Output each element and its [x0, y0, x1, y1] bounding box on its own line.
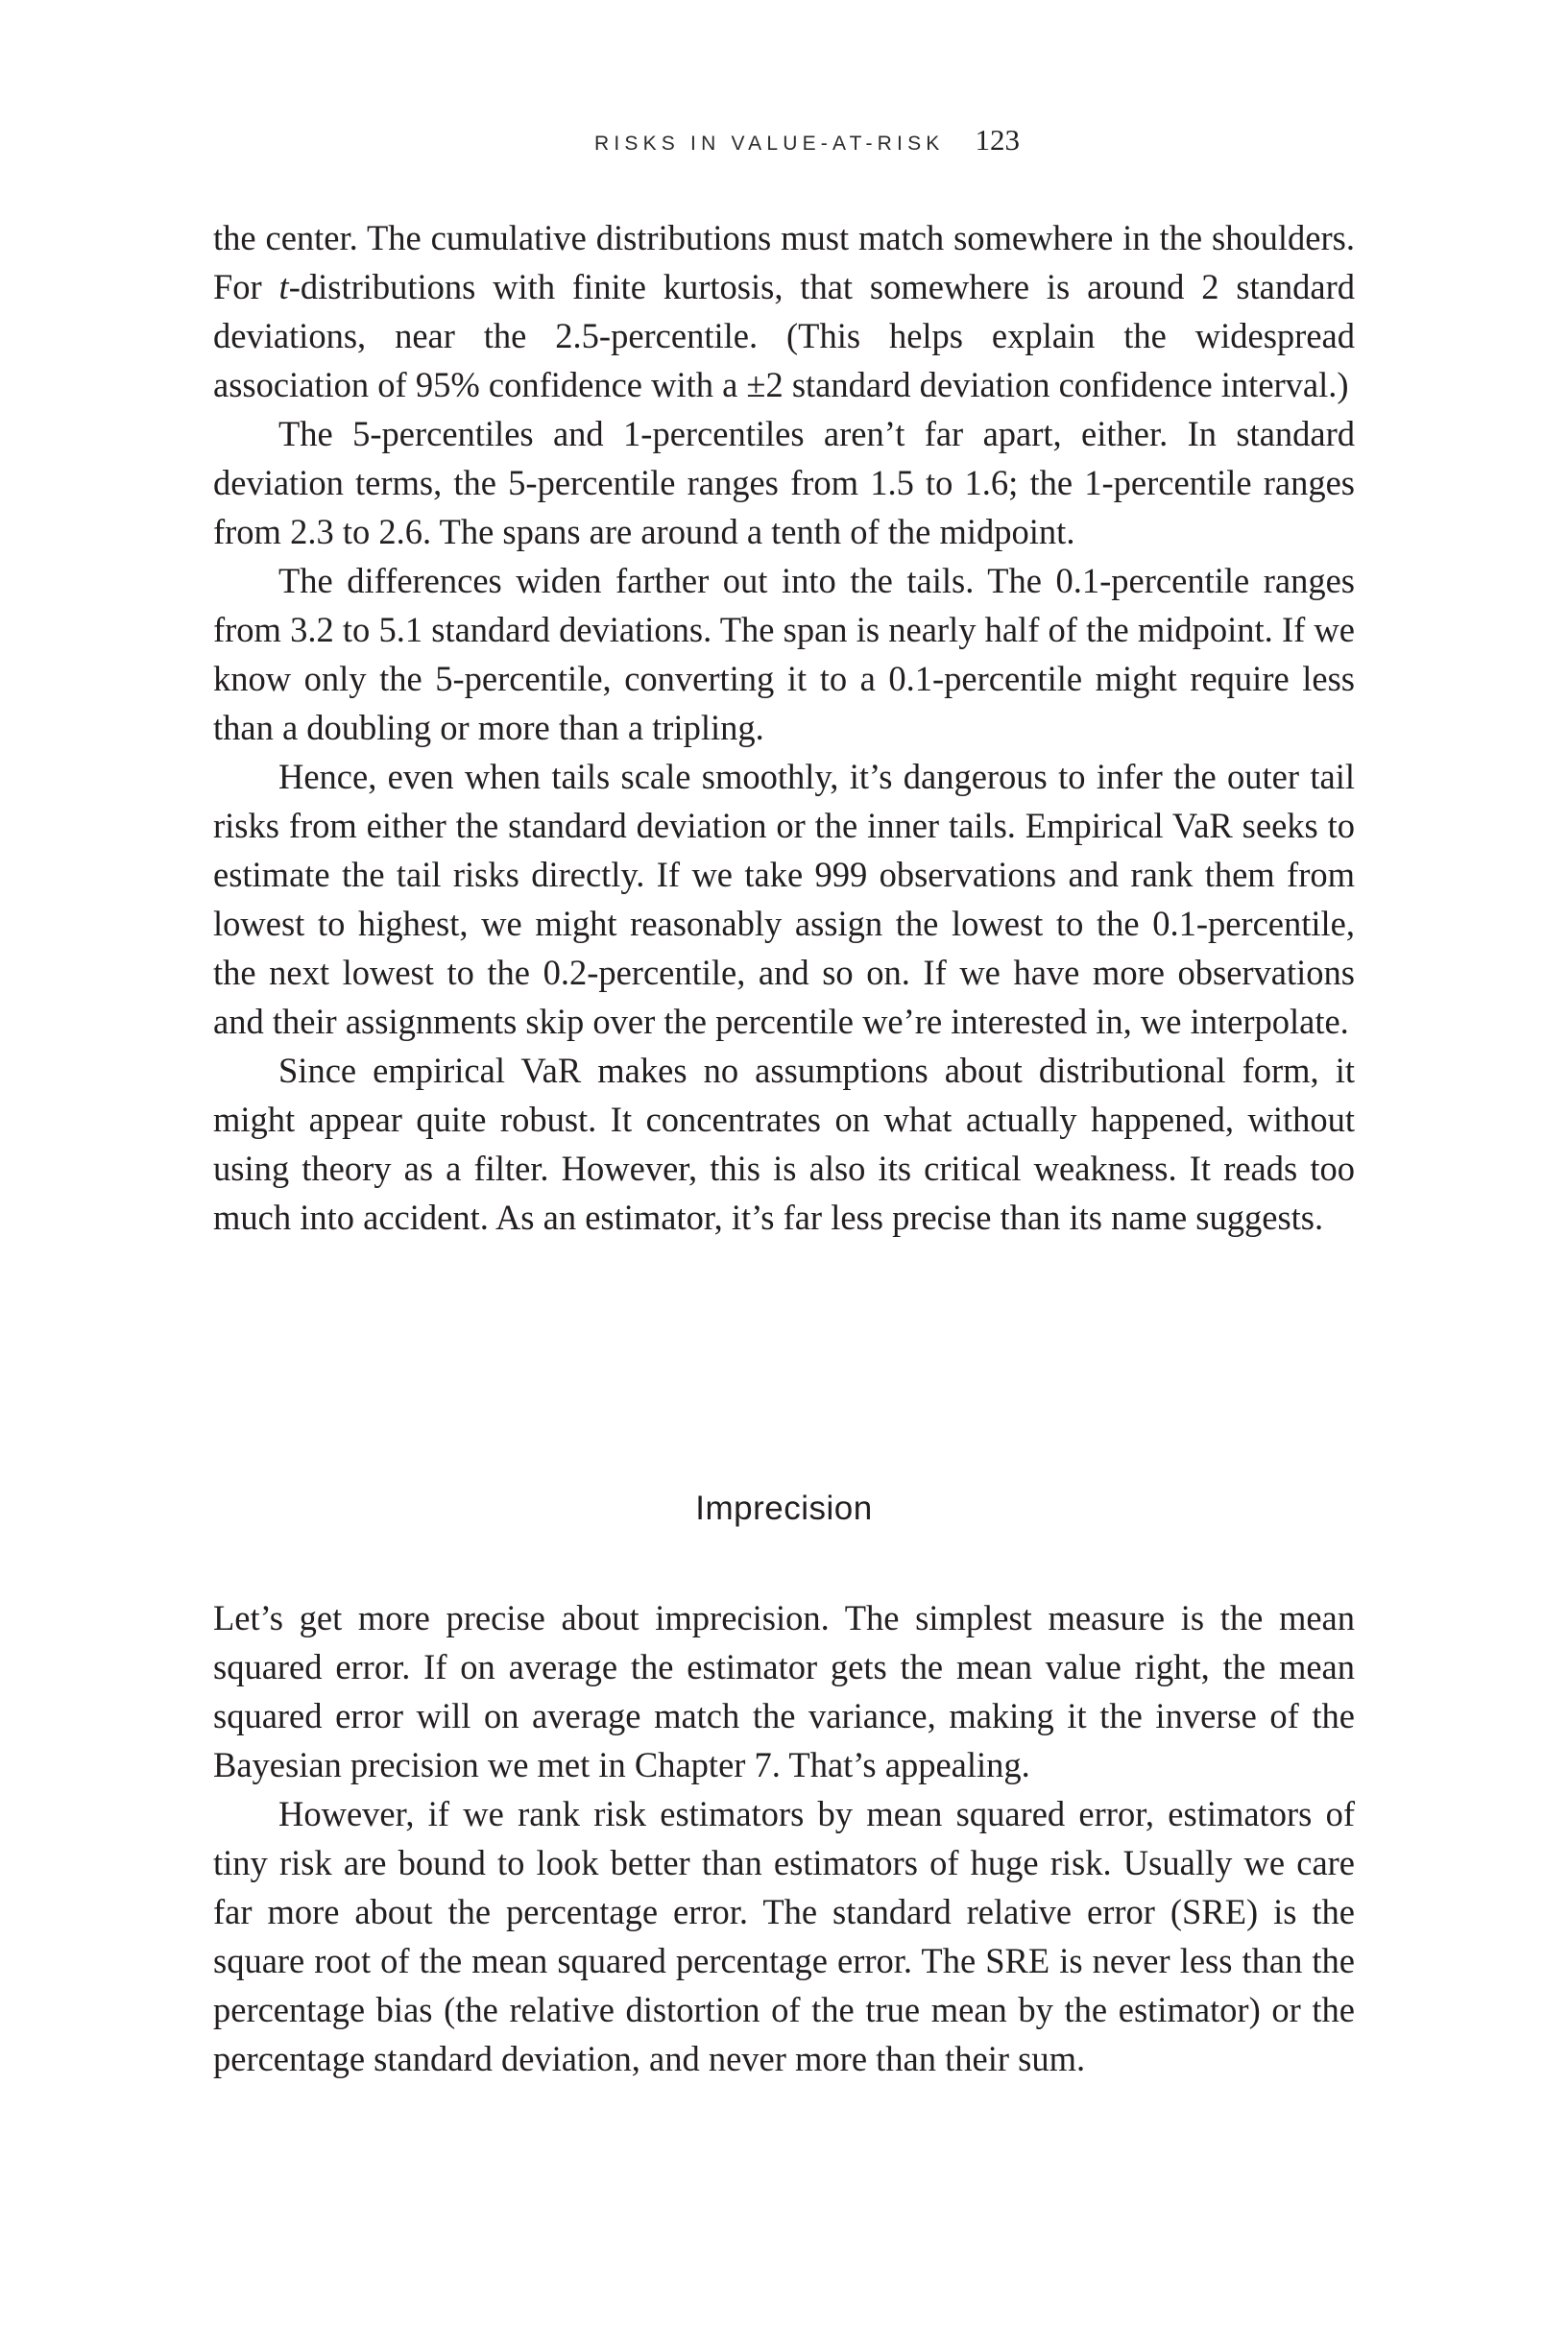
body-text-after-heading	[213, 1593, 1355, 2083]
running-title: RISKS IN VALUE-AT-RISK	[593, 133, 945, 155]
paragraph: However, if we rank risk estimators by mean squared error, estimators of tiny risk are bound to look better than estimators of huge risk. Usually we care far more about the percentage error. The standard relative error (SRE) is the square root of the mean squared percentage error. The SRE is never less than the percentage bias (the relative distortion of the true mean by the estimator) or the percentage standard deviation, and never more than their sum.	[213, 1794, 1355, 2078]
paragraph: Let’s get more precise about imprecision. The simplest measure is the mean squared error. If on average the estimator gets the mean value right, the mean squared error will on average match the variance, making it the inverse of the Bayesian precision we met in Chapter 7. That’s appealing.	[213, 1598, 1355, 1784]
text-run: -distributions with finite kurtosis, that somewhere is around 2 standard deviations, near the 2.5-percentile. (This helps explain the widespread association of 95% confidence with a ±2 standard deviation confidence interval.)	[213, 267, 1355, 404]
paragraph: The differences widen farther out into the tails. The 0.1-percentile ranges from 3.2 to 5.1 standard deviations. The span is nearly half of the midpoint. If we know only the 5-percentile, converting it to a 0.1-percentile might require less than a doubling or more than a tripling.	[213, 561, 1355, 747]
paragraph-continued	[213, 213, 1355, 409]
running-head	[0, 123, 1568, 158]
page-number: 123	[975, 123, 1020, 157]
paragraph: Hence, even when tails scale smoothly, it’s dangerous to infer the outer tail risks from either the standard deviation or the inner tails. Empirical VaR seeks to estimate the tail risks directly. If we take 999 observations and rank them from lowest to highest, we might reasonably assign the lowest to the 0.1-percentile, the next lowest to the 0.2-percentile, and so on. If we have more observations and their assignments skip over the percentile we’re interested in, we interpolate.	[213, 757, 1355, 1041]
section-heading: Imprecision	[695, 1490, 873, 1527]
text-run: the center. The cumulative distributions must match somewhere in the shoulders. For	[213, 218, 1355, 306]
paragraph: The 5-percentiles and 1-percentiles aren’t far apart, either. In standard deviation terms, the 5-percentile ranges from 1.5 to 1.6; the 1-percentile ranges from 2.3 to 2.6. The spans are around a tenth of the midpoint.	[213, 414, 1355, 551]
body-text-before-heading	[213, 213, 1355, 1242]
paragraph: Since empirical VaR makes no assumptions about distributional form, it might appear quite robust. It concentrates on what actually happened, without using theory as a filter. However, this is also its critical weakness. It reads too much into accident. As an estimator, it’s far less precise than its name suggests.	[213, 1051, 1355, 1237]
italic-t: t	[278, 267, 289, 306]
